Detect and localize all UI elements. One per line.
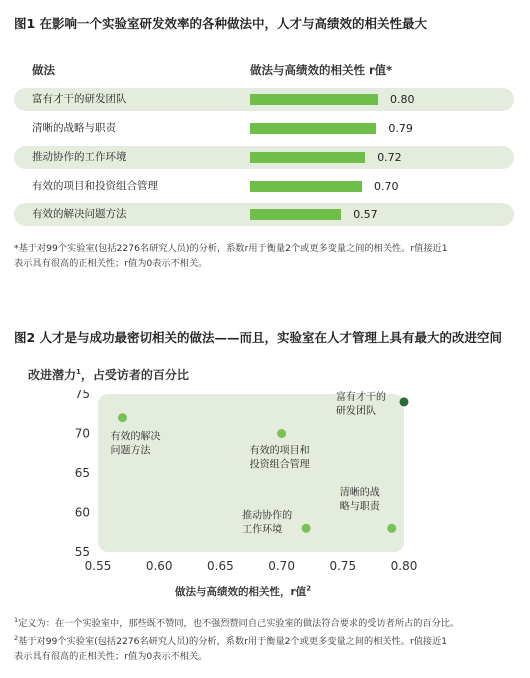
bar <box>250 123 376 134</box>
bar-value-label: 0.70 <box>374 180 399 193</box>
bar-value-label: 0.72 <box>377 151 402 164</box>
y-tick-label: 75 <box>74 390 90 401</box>
bar-category-label: 有效的解决问题方法 <box>32 208 127 220</box>
footnote1-marker: 1 <box>14 616 19 624</box>
bar <box>250 181 362 192</box>
footnote2-text-line2: 表示具有很高的正相关性；r值为0表示不相关。 <box>14 651 208 663</box>
figure2-subtitle-sup: 1 <box>76 368 81 376</box>
footnote2-marker: 2 <box>14 634 19 643</box>
data-point-highlight <box>400 397 409 406</box>
x-tick-label: 0.75 <box>329 559 357 573</box>
y-tick-label: 55 <box>74 545 90 559</box>
figure2-footnote1 <box>14 613 524 631</box>
bar <box>250 152 365 163</box>
figure1-footnote-line1: *基于对99个实验室(包括2276名研究人员)的分析，系数r用于衡量2个或更多变量之间的相关性。r值接近1 <box>14 243 448 254</box>
data-point <box>302 524 311 533</box>
point-label: 有效的项目和 <box>249 445 310 457</box>
footnote1-text: 定义为：在一个实验室中，那些既不赞同，也不强烈赞同自己实验室的做法符合要求的受访者所占的百分比。 <box>18 618 460 630</box>
point-label: 问题方法 <box>110 445 151 457</box>
figure2-footnote2 <box>14 631 524 649</box>
bar-category-label: 推动协作的工作环境 <box>32 151 127 163</box>
y-tick-label: 60 <box>74 505 90 520</box>
x-axis-title-text: 做法与高绩效的相关性，r值 <box>175 586 307 598</box>
point-label: 推动协作的 <box>242 510 293 522</box>
x-axis-title <box>175 584 311 599</box>
data-point <box>118 413 127 422</box>
x-tick-label: 0.70 <box>268 559 295 573</box>
figure2-title: 图2 人才是与成功最密切相关的做法——而且，实验室在人才管理上具有最大的改进空间 <box>14 330 503 345</box>
x-tick-label: 0.55 <box>84 559 112 573</box>
point-label: 投资组合管理 <box>249 459 310 471</box>
x-axis-title-sup: 2 <box>306 584 312 593</box>
data-point <box>277 429 286 438</box>
bar-category-label: 清晰的战略与职责 <box>32 122 116 134</box>
column-header-practice: 做法 <box>32 63 55 77</box>
figure1-title: 图1 在影响一个实验室研发效率的各种做法中，人才与高绩效的相关性最大 <box>14 16 428 31</box>
point-label: 工作环境 <box>242 524 283 536</box>
figure2-footnotes <box>14 613 524 664</box>
y-tick-label: 70 <box>74 426 90 441</box>
bar <box>250 94 378 105</box>
figure1-footnote-line2: 表示具有很高的正相关性；r值为0表示不相关。 <box>14 258 208 269</box>
figure2-scatter-chart <box>0 390 530 575</box>
bar-value-label: 0.80 <box>390 93 415 106</box>
bar <box>250 209 341 220</box>
figure2-subtitle-rest: ，占受访者的百分比 <box>80 368 189 382</box>
point-label: 研发团队 <box>336 405 376 417</box>
figure2-subtitle-main: 改进潜力 <box>28 368 77 382</box>
column-header-correlation: 做法与高绩效的相关性 r值* <box>250 63 393 77</box>
x-tick-label: 0.65 <box>207 559 234 573</box>
bar-category-label: 有效的项目和投资组合管理 <box>32 180 158 192</box>
point-label: 清晰的战 <box>339 487 380 499</box>
figure1-footnote <box>14 241 519 271</box>
point-label: 富有才干的 <box>336 391 386 403</box>
bar-value-label: 0.79 <box>388 122 413 135</box>
point-label: 略与职责 <box>339 501 380 513</box>
x-tick-label: 0.80 <box>390 559 418 573</box>
y-tick-label: 65 <box>74 466 90 480</box>
bar-value-label: 0.57 <box>353 208 378 221</box>
x-tick-label: 0.60 <box>145 559 173 573</box>
figure2-subtitle <box>28 366 189 383</box>
data-point <box>387 524 396 533</box>
footnote2-text-line1: 基于对99个实验室(包括2276名研究人员)的分析，系数r用于衡量2个或更多变量之间的相关性。r值接近1 <box>18 636 448 648</box>
point-label: 有效的解决 <box>110 431 161 443</box>
bar-category-label: 富有才干的研发团队 <box>32 93 127 105</box>
